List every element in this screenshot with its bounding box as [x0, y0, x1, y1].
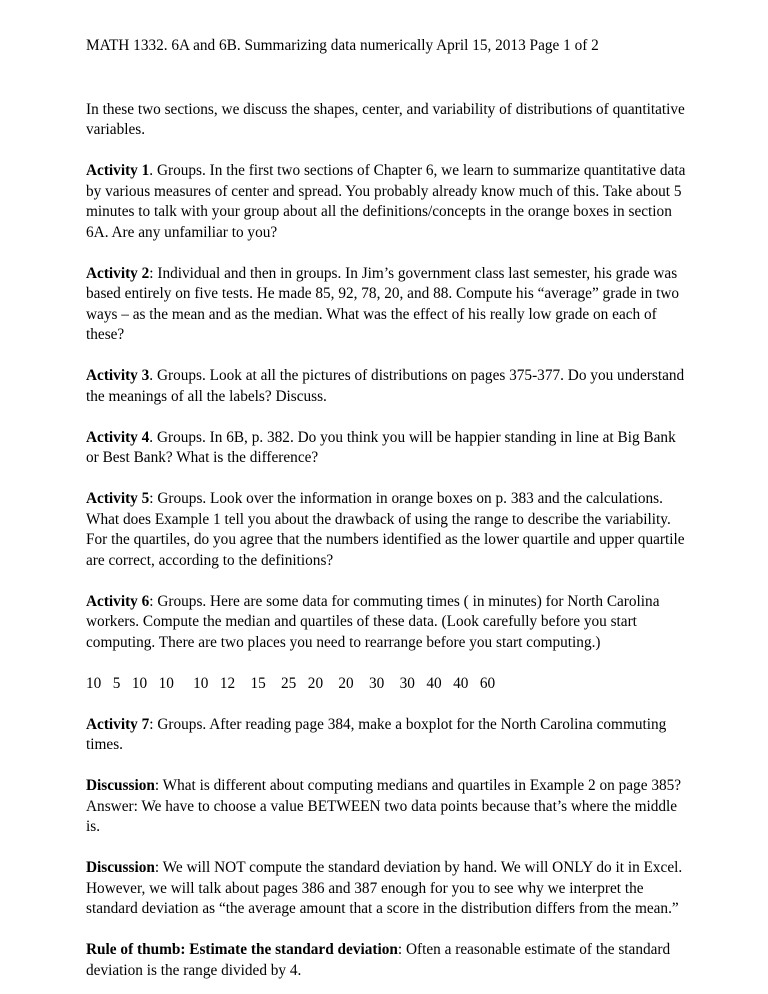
activity-3-label: Activity 3: [86, 367, 150, 384]
activity-7-text: : Groups. After reading page 384, make a boxplot for the North Carolina commuting times.: [86, 715, 667, 753]
discussion-1-text: : What is different about computing medians and quartiles in Example 2 on page 385? Answer: We have to choose a value BETWEEN two data points because that’s where the middle is.: [86, 777, 682, 835]
activity-5-label: Activity 5: [86, 490, 150, 507]
discussion-1-label: Discussion: [86, 777, 155, 794]
activity-4: [86, 428, 688, 469]
commuting-times-data: [86, 674, 688, 695]
rule-of-thumb-text: : Often a reasonable estimate of the standard deviation is the range divided by 4.: [86, 941, 671, 979]
activity-5: [86, 489, 688, 571]
activity-1: [86, 161, 688, 243]
activity-6: [86, 592, 688, 654]
activity-6-text: : Groups. Here are some data for commuting times ( in minutes) for North Carolina workers. Compute the median and quartiles of these data. (Look carefully before you start computing. There are two places you need to rearrange before you start computing.): [86, 592, 660, 651]
activity-2: [86, 264, 688, 346]
intro-text: In these two sections, we discuss the shapes, center, and variability of distributions of quantitative variables.: [86, 100, 685, 138]
activity-2-label: Activity 2: [86, 264, 150, 282]
activity-6-label: Activity 6: [86, 592, 150, 610]
discussion-2: [86, 858, 688, 920]
commuting-times-values: 10 5 10 10 10 12 15 25 20 20 30 30 40 40 60: [86, 674, 496, 692]
activity-3-text: . Groups. Look at all the pictures of distributions on pages 375-377. Do you understand the meanings of all the labels? Discuss.: [86, 367, 685, 405]
rule-of-thumb: [86, 940, 688, 981]
activity-4-label: Activity 4: [86, 428, 150, 446]
activity-1-label: Activity 1: [86, 162, 150, 179]
header-text: MATH 1332. 6A and 6B. Summarizing data numerically April 15, 2013 Page 1 of 2: [86, 37, 599, 54]
discussion-1: [86, 776, 688, 838]
discussion-2-text: : We will NOT compute the standard deviation by hand. We will ONLY do it in Excel. However, we will talk about pages 386 and 387 enough for you to see why we interpret the standard deviation as “the average amount that a score in the distribution differs from the mean.”: [86, 859, 683, 917]
discussion-2-label: Discussion: [86, 859, 155, 876]
activity-1-text: . Groups. In the first two sections of Chapter 6, we learn to summarize quantitative data by various measures of center and spread. You probably already know much of this. Take about 5 minutes to talk with your group about all the definitions/concepts in the orange boxes in section 6A. Are any unfamiliar to you?: [86, 162, 686, 241]
activity-5-text: : Groups. Look over the information in orange boxes on p. 383 and the calculations. What does Example 1 tell you about the drawback of using the range to describe the variability. For the quartiles, do you agree that the numbers identified as the lower quartile and upper quartile are correct, according to the definitions?: [86, 490, 685, 569]
activity-7: [86, 715, 688, 756]
activity-3: [86, 366, 688, 407]
activity-7-label: Activity 7: [86, 715, 150, 733]
intro-paragraph: [86, 100, 688, 141]
rule-of-thumb-label: Rule of thumb: Estimate the standard deviation: [86, 941, 398, 958]
activity-4-text: . Groups. In 6B, p. 382. Do you think you will be happier standing in line at Big Bank or Best Bank? What is the difference?: [86, 428, 676, 466]
activity-2-text: : Individual and then in groups. In Jim’s government class last semester, his grade was based entirely on five tests. He made 85, 92, 78, 20, and 88. Compute his “average” grade in two ways – as the mean and as the median. What was the effect of his really low grade on each of these?: [86, 264, 680, 343]
page-header: [86, 36, 688, 57]
